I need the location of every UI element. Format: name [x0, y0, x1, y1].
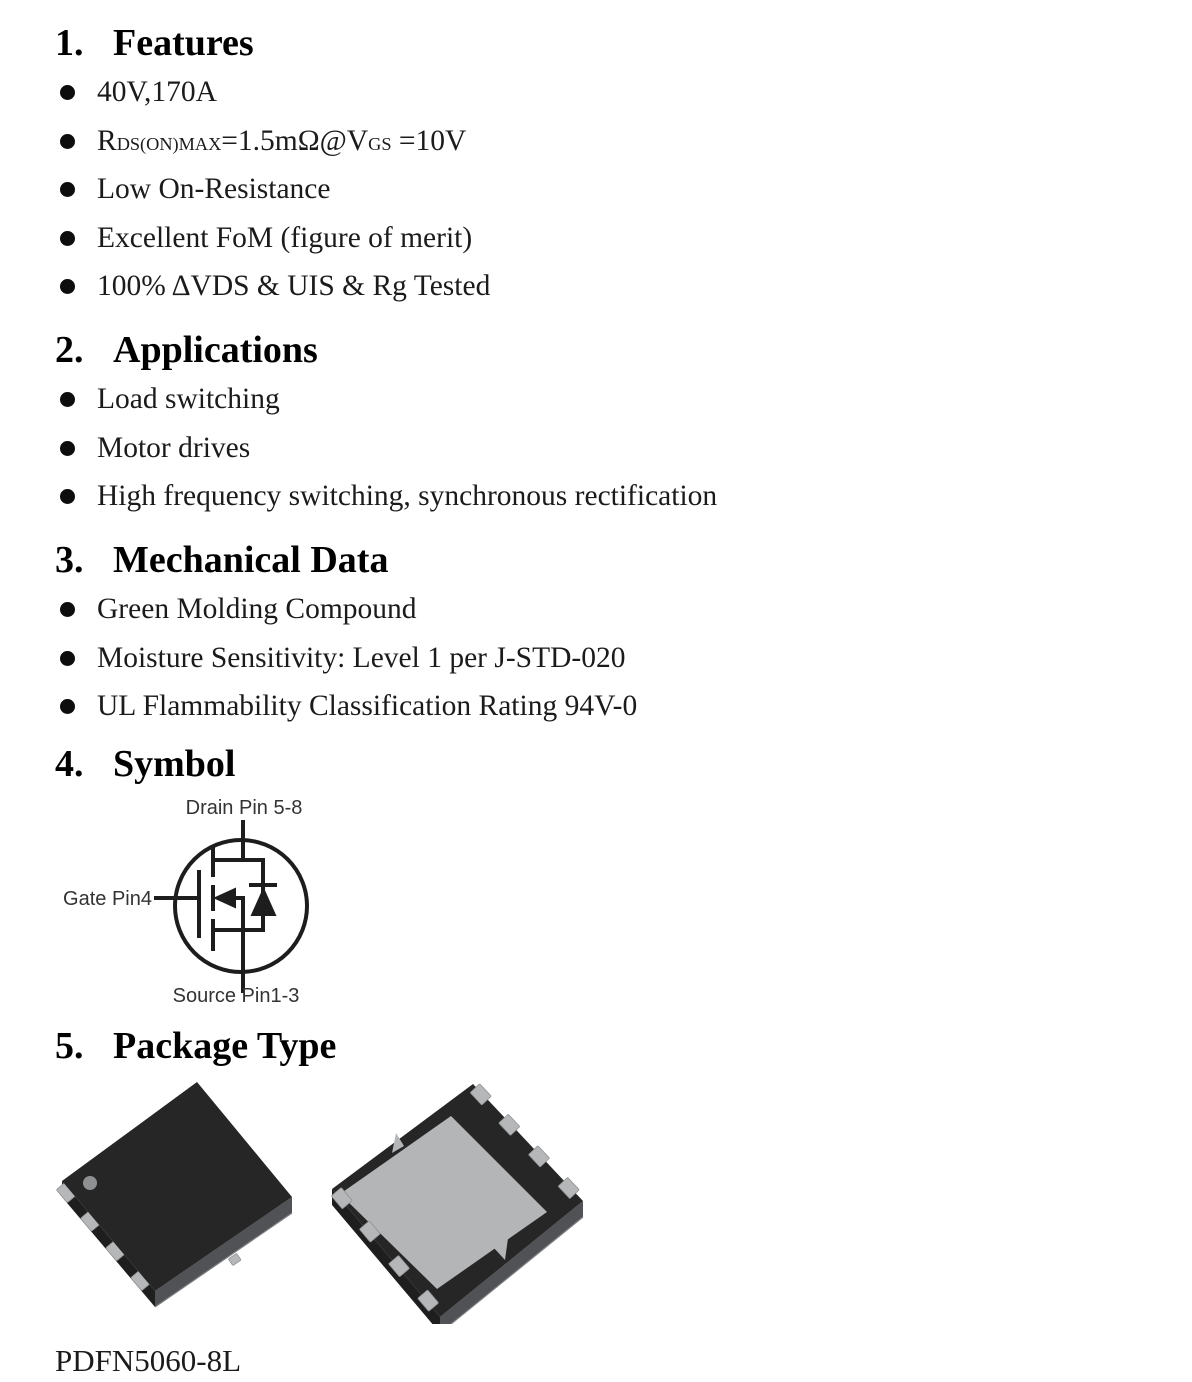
section-mechanical-data — [55, 539, 1162, 731]
section-number: 1. — [55, 22, 84, 64]
bullet-item — [55, 214, 1162, 263]
bullet-text: High frequency switching, synchronous rectification — [97, 480, 718, 513]
bullet-icon — [60, 602, 75, 617]
section-title: Features — [113, 22, 254, 64]
bullet-text: Low On-Resistance — [97, 173, 331, 206]
bullet-item — [55, 166, 1162, 215]
section-heading-symbol — [55, 743, 1162, 786]
bullet-text: 100% ΔVDS & UIS & Rg Tested — [97, 270, 491, 303]
section-number: 3. — [55, 539, 84, 582]
section-features — [55, 22, 1162, 311]
bullet-text: Moisture Sensitivity: Level 1 per J-STD-020 — [97, 641, 626, 674]
bullet-icon — [60, 441, 75, 456]
mosfet-symbol-diagram — [40, 790, 340, 1012]
bullet-icon — [60, 231, 75, 246]
bullet-text: Excellent FoM (figure of merit) — [97, 221, 473, 254]
section-package-type — [55, 1025, 1162, 1380]
bullet-icon — [60, 182, 75, 197]
gate-pin-label: Gate Pin4 — [63, 887, 152, 910]
bullet-text: 40V,170A — [97, 76, 217, 109]
bullet-item — [55, 263, 1162, 312]
section-heading-features — [55, 22, 1162, 65]
bullet-text: RDS(ON)MAX=1.5mΩ@VGS =10V — [97, 124, 467, 157]
mechanical-data-list — [55, 586, 1162, 732]
bullet-text: Green Molding Compound — [97, 593, 417, 626]
source-pin-label: Source Pin1-3 — [172, 984, 300, 1007]
channel-arrow — [213, 887, 236, 908]
pin1-marker-dot — [83, 1176, 97, 1190]
section-applications — [55, 329, 1162, 521]
bullet-icon — [60, 699, 75, 714]
bullet-item — [55, 683, 1162, 732]
applications-list — [55, 376, 1162, 522]
package-bottom-view — [331, 1084, 583, 1324]
bullet-icon — [60, 651, 75, 666]
section-title: Package Type — [113, 1024, 337, 1067]
section-title: Mechanical Data — [113, 539, 389, 582]
bullet-item — [55, 424, 1162, 473]
section-heading-mechanical-data — [55, 539, 1162, 582]
drain-pin-label: Drain Pin 5-8 — [185, 796, 303, 819]
section-number: 2. — [55, 329, 84, 372]
features-list — [55, 69, 1162, 312]
bullet-item — [55, 376, 1162, 425]
bullet-text: Load switching — [97, 383, 280, 416]
bullet-item — [55, 69, 1162, 118]
package-renders — [40, 1069, 620, 1324]
bullet-item — [55, 586, 1162, 635]
section-symbol — [55, 743, 1162, 1017]
bullet-icon — [60, 392, 75, 407]
section-number: 4. — [55, 743, 84, 786]
package-top-view — [56, 1082, 292, 1307]
section-number: 5. — [55, 1024, 84, 1067]
bullet-item — [55, 634, 1162, 683]
bullet-text: UL Flammability Classification Rating 94V-0 — [97, 690, 638, 723]
bullet-icon — [60, 85, 75, 100]
section-heading-applications — [55, 329, 1162, 372]
bullet-icon — [60, 489, 75, 504]
package-figure — [40, 1069, 620, 1329]
bullet-item — [55, 473, 1162, 522]
bullet-icon — [60, 279, 75, 294]
bullet-icon — [60, 134, 75, 149]
bullet-text: Motor drives — [97, 431, 251, 464]
chip-top-face — [62, 1082, 292, 1291]
diode-triangle — [251, 887, 277, 916]
package-caption: PDFN5060-8L — [55, 1343, 242, 1379]
section-title: Symbol — [113, 743, 236, 786]
section-heading-package-type — [55, 1025, 1162, 1068]
bullet-item — [55, 117, 1162, 166]
mosfet-symbol-figure — [40, 790, 340, 1017]
section-title: Applications — [113, 329, 318, 372]
